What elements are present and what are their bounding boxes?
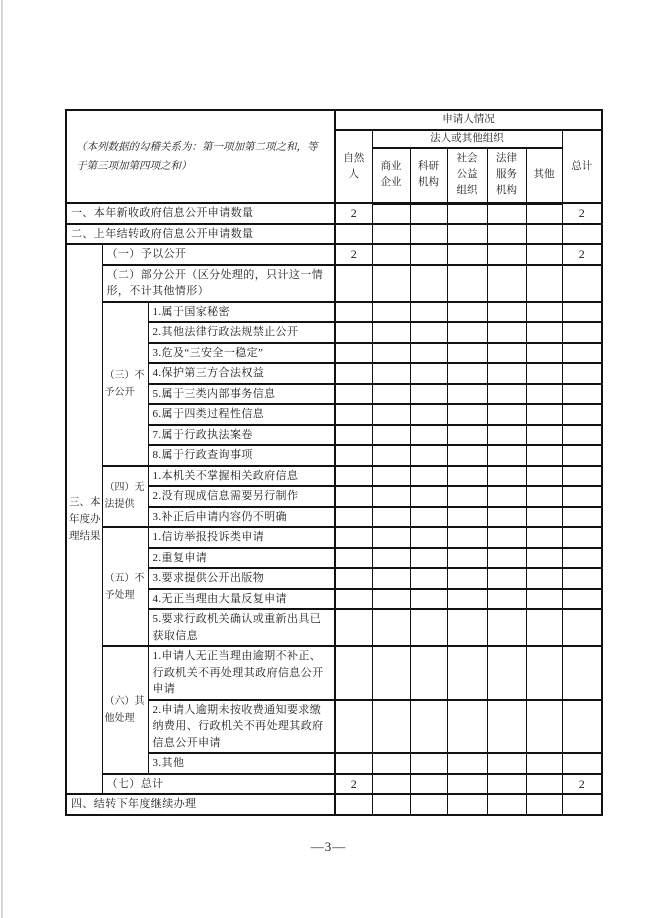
empty-value-cell <box>410 363 447 384</box>
statistics-table <box>65 109 603 816</box>
empty-value-cell <box>447 302 487 323</box>
empty-value-cell <box>526 322 562 343</box>
empty-value-cell <box>487 507 526 528</box>
empty-value-cell <box>410 646 447 700</box>
empty-value-cell <box>562 466 602 487</box>
empty-value-cell <box>562 646 602 700</box>
empty-value-cell <box>410 343 447 364</box>
empty-value-cell <box>526 753 562 774</box>
empty-value-cell <box>562 527 602 548</box>
group-label-unable-to-provide: （四）无法提供 <box>102 466 148 528</box>
empty-value-cell <box>372 527 410 548</box>
row-label-new-applications: 一、本年新收政府信息公开申请数量 <box>66 203 335 224</box>
row-label-other-handling-item: 3.其他 <box>148 753 335 774</box>
empty-value-cell <box>562 589 602 610</box>
empty-value-cell <box>335 589 372 610</box>
empty-value-cell <box>526 363 562 384</box>
table-row <box>66 646 602 700</box>
empty-value-cell <box>562 794 602 815</box>
empty-value-cell <box>372 794 410 815</box>
empty-value-cell <box>372 609 410 646</box>
empty-value-cell <box>487 224 526 245</box>
empty-value-cell <box>487 548 526 569</box>
header-col-public-welfare: 社会公益组织 <box>447 148 487 203</box>
empty-value-cell <box>562 425 602 446</box>
empty-value-cell <box>335 507 372 528</box>
empty-value-cell <box>562 548 602 569</box>
empty-value-cell <box>410 466 447 487</box>
table-row <box>66 265 602 302</box>
empty-value-cell <box>447 322 487 343</box>
empty-value-cell <box>487 774 526 795</box>
row-label-unable-item: 1.本机关不掌握相关政府信息 <box>148 466 335 487</box>
value-cell: 2 <box>562 774 602 795</box>
empty-value-cell <box>372 363 410 384</box>
empty-value-cell <box>410 384 447 405</box>
empty-value-cell <box>447 224 487 245</box>
empty-value-cell <box>447 548 487 569</box>
row-label-denied-item: 6.属于四类过程性信息 <box>148 404 335 425</box>
empty-value-cell <box>335 384 372 405</box>
empty-value-cell <box>372 343 410 364</box>
empty-value-cell <box>335 343 372 364</box>
empty-value-cell <box>372 700 410 754</box>
empty-value-cell <box>335 322 372 343</box>
header-legal-or-other-org: 法人或其他组织 <box>372 130 562 148</box>
empty-value-cell <box>447 265 487 302</box>
empty-value-cell <box>487 794 526 815</box>
empty-value-cell <box>562 322 602 343</box>
row-label-not-processed-item: 1.信访举报投诉类申请 <box>148 527 335 548</box>
empty-value-cell <box>447 753 487 774</box>
row-label-other-handling-item: 1.申请人无正当理由逾期不补正、行政机关不再处理其政府信息公开申请 <box>148 646 335 700</box>
empty-value-cell <box>335 363 372 384</box>
empty-value-cell <box>562 265 602 302</box>
empty-value-cell <box>562 404 602 425</box>
row-label-carry-to-next-year: 四、结转下年度继续办理 <box>66 794 335 815</box>
empty-value-cell <box>447 646 487 700</box>
empty-value-cell <box>335 224 372 245</box>
empty-value-cell <box>487 203 526 224</box>
empty-value-cell <box>447 794 487 815</box>
empty-value-cell <box>526 445 562 466</box>
empty-value-cell <box>447 486 487 507</box>
empty-value-cell <box>410 589 447 610</box>
table-row <box>66 794 602 815</box>
row-label-denied-item: 7.属于行政执法案卷 <box>148 425 335 446</box>
empty-value-cell <box>372 589 410 610</box>
empty-value-cell <box>335 445 372 466</box>
empty-value-cell <box>487 265 526 302</box>
empty-value-cell <box>410 753 447 774</box>
empty-value-cell <box>526 244 562 265</box>
empty-value-cell <box>410 244 447 265</box>
empty-value-cell <box>372 753 410 774</box>
empty-value-cell <box>487 646 526 700</box>
empty-value-cell <box>526 265 562 302</box>
empty-value-cell <box>410 774 447 795</box>
empty-value-cell <box>335 609 372 646</box>
header-col-natural-person: 自然人 <box>335 130 372 203</box>
empty-value-cell <box>526 527 562 548</box>
empty-value-cell <box>526 700 562 754</box>
empty-value-cell <box>526 384 562 405</box>
empty-value-cell <box>562 486 602 507</box>
empty-value-cell <box>447 507 487 528</box>
header-col-total: 总计 <box>562 130 602 203</box>
table-row <box>66 466 602 487</box>
empty-value-cell <box>372 384 410 405</box>
empty-value-cell <box>410 486 447 507</box>
empty-value-cell <box>372 224 410 245</box>
row-label-unable-item: 3.补正后申请内容仍不明确 <box>148 507 335 528</box>
table-row <box>66 244 602 265</box>
empty-value-cell <box>487 384 526 405</box>
empty-value-cell <box>447 774 487 795</box>
empty-value-cell <box>526 507 562 528</box>
table-row <box>66 527 602 548</box>
empty-value-cell <box>447 363 487 384</box>
empty-value-cell <box>487 700 526 754</box>
empty-value-cell <box>526 203 562 224</box>
empty-value-cell <box>335 404 372 425</box>
table-header-row <box>66 110 602 130</box>
empty-value-cell <box>487 527 526 548</box>
empty-value-cell <box>372 265 410 302</box>
empty-value-cell <box>372 507 410 528</box>
empty-value-cell <box>335 486 372 507</box>
empty-value-cell <box>447 609 487 646</box>
empty-value-cell <box>526 486 562 507</box>
empty-value-cell <box>335 794 372 815</box>
header-col-research: 科研机构 <box>410 148 447 203</box>
empty-value-cell <box>410 322 447 343</box>
empty-value-cell <box>372 425 410 446</box>
empty-value-cell <box>335 527 372 548</box>
row-label-not-processed-item: 4.无正当理由大量反复申请 <box>148 589 335 610</box>
row-label-not-processed-item: 2.重复申请 <box>148 548 335 569</box>
empty-value-cell <box>335 466 372 487</box>
table-row <box>66 203 602 224</box>
empty-value-cell <box>487 568 526 589</box>
row-label-denied-item: 3.危及“三安全一稳定” <box>148 343 335 364</box>
empty-value-cell <box>526 466 562 487</box>
empty-value-cell <box>335 265 372 302</box>
empty-value-cell <box>562 224 602 245</box>
empty-value-cell <box>335 646 372 700</box>
empty-value-cell <box>487 363 526 384</box>
empty-value-cell <box>335 425 372 446</box>
empty-value-cell <box>487 445 526 466</box>
empty-value-cell <box>447 466 487 487</box>
empty-value-cell <box>526 589 562 610</box>
group-label-denied: （三）不予公开 <box>102 302 148 466</box>
empty-value-cell <box>526 302 562 323</box>
group-label-not-processed: （五）不予处理 <box>102 527 148 646</box>
empty-value-cell <box>487 244 526 265</box>
empty-value-cell <box>526 548 562 569</box>
empty-value-cell <box>487 589 526 610</box>
empty-value-cell <box>447 527 487 548</box>
empty-value-cell <box>410 700 447 754</box>
empty-value-cell <box>562 507 602 528</box>
empty-value-cell <box>562 568 602 589</box>
empty-value-cell <box>526 343 562 364</box>
empty-value-cell <box>526 774 562 795</box>
empty-value-cell <box>526 646 562 700</box>
value-cell: 2 <box>335 774 372 795</box>
empty-value-cell <box>372 466 410 487</box>
empty-value-cell <box>372 568 410 589</box>
section-label-yearly-results: 三、本年度办理结果 <box>66 244 102 794</box>
empty-value-cell <box>447 568 487 589</box>
empty-value-cell <box>447 404 487 425</box>
empty-value-cell <box>447 700 487 754</box>
row-label-unable-item: 2.没有现成信息需要另行制作 <box>148 486 335 507</box>
empty-value-cell <box>562 343 602 364</box>
empty-value-cell <box>372 486 410 507</box>
empty-value-cell <box>447 343 487 364</box>
row-label-denied-item: 1.属于国家秘密 <box>148 302 335 323</box>
empty-value-cell <box>526 609 562 646</box>
empty-value-cell <box>410 203 447 224</box>
row-label-carryover-applications: 二、上年结转政府信息公开申请数量 <box>66 224 335 245</box>
row-label-other-handling-item: 2.申请人逾期未按收费通知要求缴纳费用、行政机关不再处理其政府信息公开申请 <box>148 700 335 754</box>
value-cell: 2 <box>335 244 372 265</box>
empty-value-cell <box>410 609 447 646</box>
empty-value-cell <box>447 425 487 446</box>
empty-value-cell <box>487 486 526 507</box>
row-label-granted: （一）予以公开 <box>102 244 335 265</box>
row-label-section-total: （七）总计 <box>102 774 335 795</box>
empty-value-cell <box>410 548 447 569</box>
empty-value-cell <box>335 753 372 774</box>
row-label-denied-item: 4.保护第三方合法权益 <box>148 363 335 384</box>
empty-value-cell <box>372 445 410 466</box>
empty-value-cell <box>526 404 562 425</box>
value-cell: 2 <box>562 203 602 224</box>
empty-value-cell <box>562 363 602 384</box>
empty-value-cell <box>335 548 372 569</box>
empty-value-cell <box>562 302 602 323</box>
row-label-denied-item: 5.属于三类内部事务信息 <box>148 384 335 405</box>
empty-value-cell <box>410 224 447 245</box>
empty-value-cell <box>410 507 447 528</box>
empty-value-cell <box>335 302 372 323</box>
empty-value-cell <box>487 753 526 774</box>
row-label-not-processed-item: 5.要求行政机关确认或重新出具已获取信息 <box>148 609 335 646</box>
empty-value-cell <box>487 466 526 487</box>
empty-value-cell <box>410 794 447 815</box>
row-label-denied-item: 2.其他法律行政法规禁止公开 <box>148 322 335 343</box>
empty-value-cell <box>562 445 602 466</box>
empty-value-cell <box>526 568 562 589</box>
reconciliation-note: （本列数据的勾稽关系为：第一项加第二项之和，等于第三项加第四项之和） <box>66 110 335 203</box>
scan-edge-line <box>1 0 3 918</box>
header-col-other: 其他 <box>526 148 562 203</box>
empty-value-cell <box>410 302 447 323</box>
empty-value-cell <box>487 404 526 425</box>
empty-value-cell <box>372 774 410 795</box>
empty-value-cell <box>410 445 447 466</box>
empty-value-cell <box>410 527 447 548</box>
empty-value-cell <box>562 753 602 774</box>
empty-value-cell <box>487 343 526 364</box>
value-cell: 2 <box>335 203 372 224</box>
empty-value-cell <box>487 322 526 343</box>
group-label-other-handling: （六）其他处理 <box>102 646 148 774</box>
empty-value-cell <box>487 302 526 323</box>
empty-value-cell <box>372 244 410 265</box>
empty-value-cell <box>526 224 562 245</box>
empty-value-cell <box>410 425 447 446</box>
header-col-business: 商业企业 <box>372 148 410 203</box>
table-row <box>66 224 602 245</box>
empty-value-cell <box>372 646 410 700</box>
empty-value-cell <box>372 322 410 343</box>
page-number: —3— <box>310 839 347 854</box>
header-applicant-situation: 申请人情况 <box>335 110 602 130</box>
empty-value-cell <box>410 404 447 425</box>
empty-value-cell <box>447 589 487 610</box>
empty-value-cell <box>447 384 487 405</box>
empty-value-cell <box>562 700 602 754</box>
empty-value-cell <box>562 609 602 646</box>
empty-value-cell <box>335 568 372 589</box>
empty-value-cell <box>410 568 447 589</box>
row-label-partial: （二）部分公开（区分处理的，只计这一情形，不计其他情形） <box>102 265 335 302</box>
empty-value-cell <box>335 700 372 754</box>
table-row <box>66 302 602 323</box>
empty-value-cell <box>526 794 562 815</box>
empty-value-cell <box>372 203 410 224</box>
empty-value-cell <box>562 384 602 405</box>
empty-value-cell <box>372 548 410 569</box>
empty-value-cell <box>410 265 447 302</box>
row-label-not-processed-item: 3.要求提供公开出版物 <box>148 568 335 589</box>
empty-value-cell <box>447 203 487 224</box>
empty-value-cell <box>447 445 487 466</box>
value-cell: 2 <box>562 244 602 265</box>
row-label-denied-item: 8.属于行政查询事项 <box>148 445 335 466</box>
empty-value-cell <box>372 404 410 425</box>
empty-value-cell <box>372 302 410 323</box>
table-row <box>66 774 602 795</box>
header-col-legal-service: 法律服务机构 <box>487 148 526 203</box>
empty-value-cell <box>487 425 526 446</box>
empty-value-cell <box>447 244 487 265</box>
empty-value-cell <box>487 609 526 646</box>
empty-value-cell <box>526 425 562 446</box>
